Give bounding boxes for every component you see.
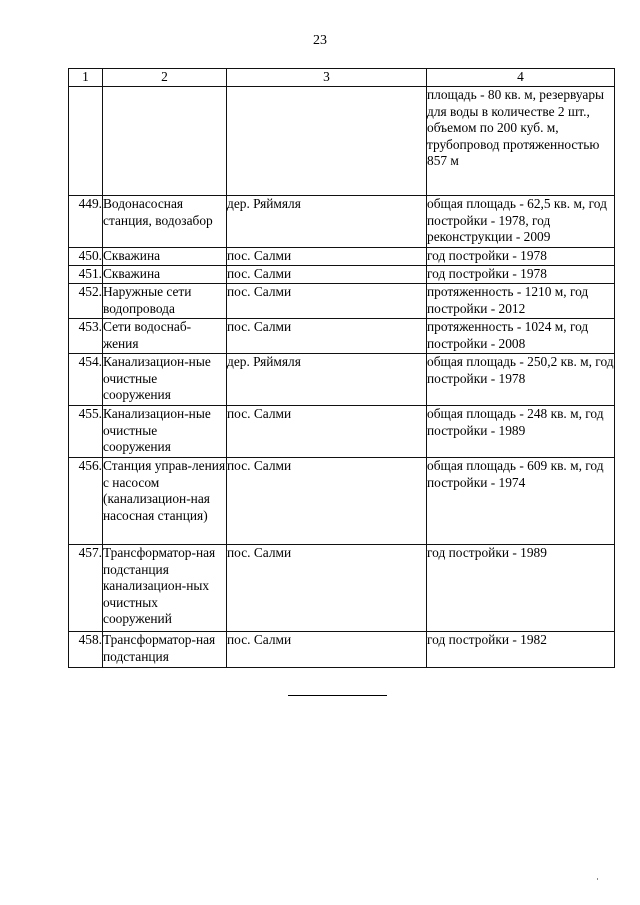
column-header-3: 3 <box>227 69 427 87</box>
row-number: 455. <box>69 406 103 458</box>
column-header-4: 4 <box>427 69 615 87</box>
table-row <box>69 354 615 406</box>
object-name <box>103 87 227 196</box>
end-separator-line <box>288 695 387 696</box>
row-number: 453. <box>69 319 103 354</box>
object-description: общая площадь - 62,5 кв. м, год постройки - 1978, год реконструкции - 2009 <box>427 196 615 248</box>
table-row <box>69 248 615 266</box>
object-name: Трансформатор-ная подстанция канализацион-ных очистных сооружений <box>103 545 227 632</box>
object-location: дер. Ряймяля <box>227 354 427 406</box>
row-number: 454. <box>69 354 103 406</box>
page-number: 23 <box>313 33 327 48</box>
object-description: общая площадь - 609 кв. м, год постройки - 1974 <box>427 458 615 545</box>
object-description: год постройки - 1989 <box>427 545 615 632</box>
object-location: пос. Салми <box>227 266 427 284</box>
object-location: пос. Салми <box>227 248 427 266</box>
object-description: год постройки - 1978 <box>427 248 615 266</box>
object-name: Водонасосная станция, водозабор <box>103 196 227 248</box>
object-location: пос. Салми <box>227 319 427 354</box>
object-name: Скважина <box>103 248 227 266</box>
row-number: 449. <box>69 196 103 248</box>
column-header-1: 1 <box>69 69 103 87</box>
table-row <box>69 319 615 354</box>
table-row <box>69 196 615 248</box>
column-header-2: 2 <box>103 69 227 87</box>
object-name: Трансформатор-ная подстанция <box>103 632 227 668</box>
object-description: площадь - 80 кв. м, резервуары для воды в количестве 2 шт., объемом по 200 куб. м, трубопровод протяженностью 857 м <box>427 87 615 196</box>
table-row <box>69 632 615 668</box>
row-number: 456. <box>69 458 103 545</box>
object-name: Наружные сети водопровода <box>103 284 227 319</box>
row-number <box>69 87 103 196</box>
object-name: Скважина <box>103 266 227 284</box>
table-header-row <box>69 69 615 87</box>
object-description: протяженность - 1024 м, год постройки - 2008 <box>427 319 615 354</box>
object-description: общая площадь - 250,2 кв. м, год постройки - 1978 <box>427 354 615 406</box>
table-row <box>69 87 615 196</box>
row-number: 451. <box>69 266 103 284</box>
object-location: пос. Салми <box>227 406 427 458</box>
object-description: год постройки - 1982 <box>427 632 615 668</box>
property-table <box>68 68 615 668</box>
object-description: общая площадь - 248 кв. м, год постройки - 1989 <box>427 406 615 458</box>
object-location: дер. Ряймяля <box>227 196 427 248</box>
object-location: пос. Салми <box>227 458 427 545</box>
object-location: пос. Салми <box>227 284 427 319</box>
object-location <box>227 87 427 196</box>
row-number: 450. <box>69 248 103 266</box>
table-row <box>69 545 615 632</box>
object-name: Станция управ-ления с насосом (канализацион-ная насосная станция) <box>103 458 227 545</box>
object-description: протяженность - 1210 м, год постройки - 2012 <box>427 284 615 319</box>
object-name: Канализацион-ные очистные сооружения <box>103 406 227 458</box>
table-row <box>69 406 615 458</box>
object-location: пос. Салми <box>227 632 427 668</box>
row-number: 458. <box>69 632 103 668</box>
row-number: 452. <box>69 284 103 319</box>
object-location: пос. Салми <box>227 545 427 632</box>
table-row <box>69 284 615 319</box>
row-number: 457. <box>69 545 103 632</box>
object-name: Сети водоснаб-жения <box>103 319 227 354</box>
table-row <box>69 458 615 545</box>
object-name: Канализацион-ные очистные сооружения <box>103 354 227 406</box>
table-row <box>69 266 615 284</box>
scan-speck <box>597 878 598 880</box>
object-description: год постройки - 1978 <box>427 266 615 284</box>
